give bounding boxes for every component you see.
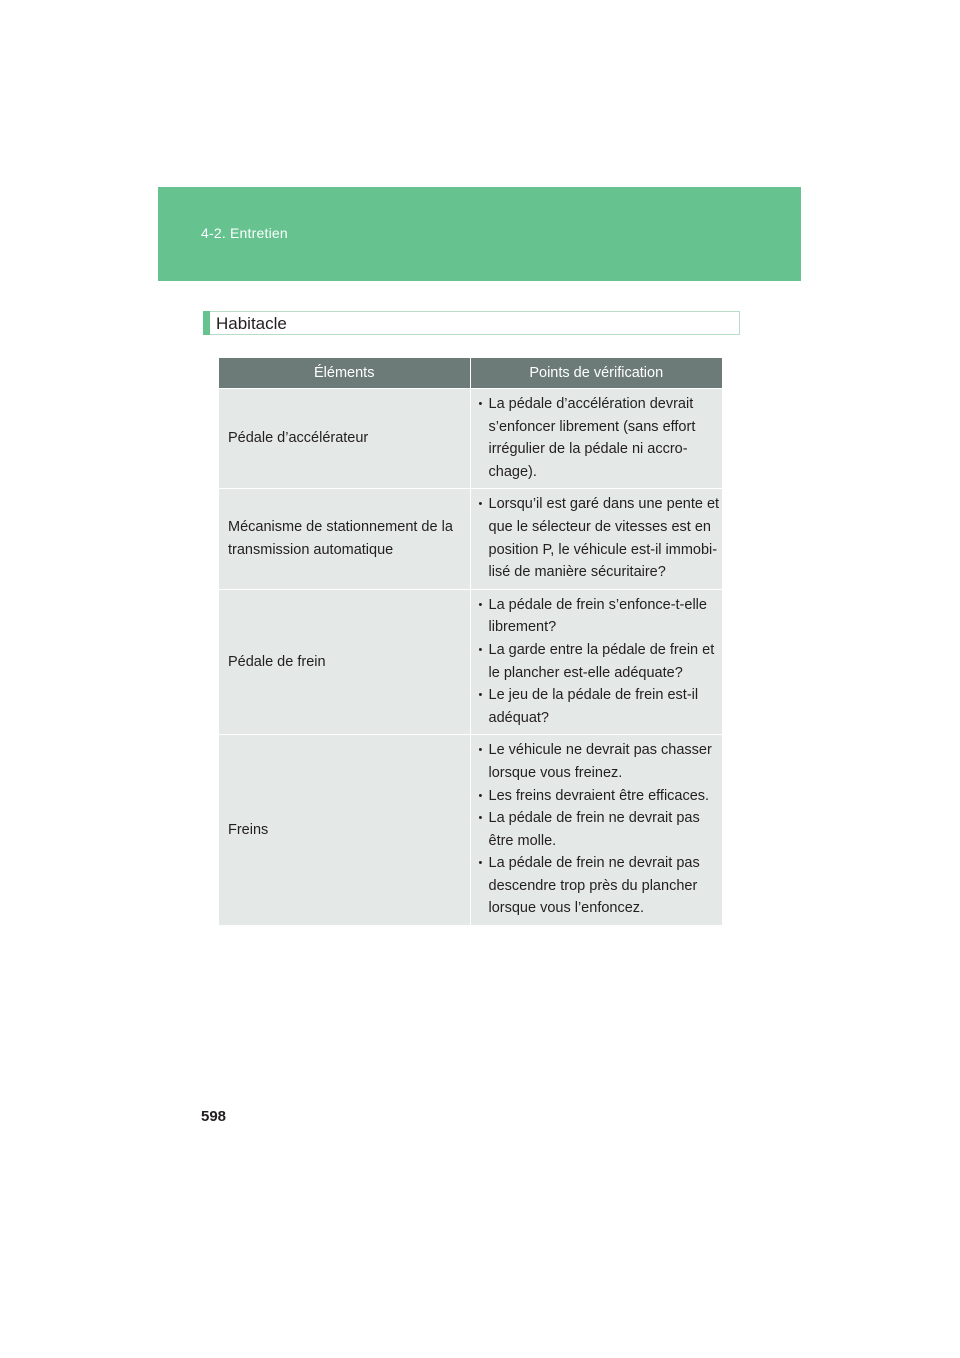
column-header-items: Éléments (219, 358, 470, 389)
checkpoint: • La pédale de frein ne devrait pas être molle. (479, 807, 721, 852)
checkpoint: • La garde entre la pédale de frein et le plancher est-elle adéquate? (479, 639, 721, 684)
checkpoint: • La pédale de frein ne devrait pas descendre trop près du plancher lorsque vous l’enfoncez. (479, 852, 721, 920)
checkpoint: • Le jeu de la pédale de frein est-il adéquat? (479, 684, 721, 729)
points-cell (470, 389, 722, 489)
points-cell (470, 489, 722, 589)
checkpoint: • La pédale d’accélération devrait s’enfoncer librement (sans effort irrégulier de la pédale ni accro-chage). (479, 393, 721, 483)
item-cell: Pédale de frein (219, 589, 470, 735)
subsection-title: Habitacle (216, 314, 287, 333)
item-cell: Mécanisme de stationnement de la transmission automatique (219, 489, 470, 589)
checkpoint: • La pédale de frein s’enfonce-t-elle librement? (479, 594, 721, 639)
item-cell: Freins (219, 735, 470, 925)
section-header-band (158, 187, 801, 281)
item-cell: Pédale d’accélérateur (219, 389, 470, 489)
subsection-heading (203, 311, 740, 335)
points-cell (470, 735, 722, 925)
checkpoint: • Lorsqu’il est garé dans une pente et que le sélecteur de vitesses est en position P, le véhicule est-il immobi-lisé de manière sécuritaire? (479, 493, 721, 583)
points-cell (470, 589, 722, 735)
checkpoint: • Les freins devraient être efficaces. (479, 785, 721, 808)
table-row (219, 735, 722, 925)
column-header-checkpoints: Points de vérification (470, 358, 722, 389)
heading-marker (203, 311, 210, 335)
table-header-row (219, 358, 722, 389)
checkpoint: • Le véhicule ne devrait pas chasser lorsque vous freinez. (479, 739, 721, 784)
inspection-table (219, 358, 722, 925)
section-label: 4-2. Entretien (201, 225, 288, 241)
table-row (219, 389, 722, 489)
table-row (219, 489, 722, 589)
table-row (219, 589, 722, 735)
page-number: 598 (201, 1108, 227, 1125)
